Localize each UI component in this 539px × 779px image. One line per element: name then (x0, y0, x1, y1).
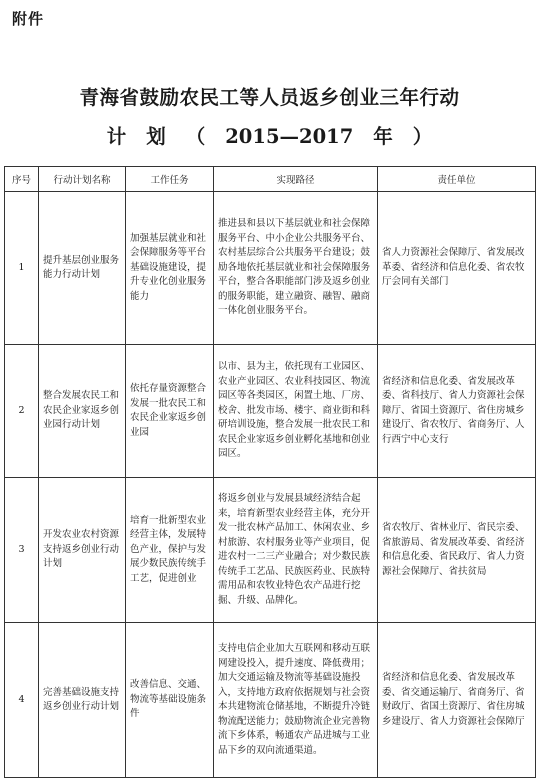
cell-task: 依托存量资源整合发展一批农民工和农民企业家返乡创业园 (126, 345, 214, 478)
cell-path: 支持电信企业加大互联网和移动互联网建设投入，提升速度、降低费用；加大交通运输及物流等基础设施投入，支持地方政府依据规划与社会资本共建物流仓储基地，不断提升冷链物流配送能力；鼓励物流企业完善物流下乡体系，畅通农产品进城与工业品下乡的双向流通渠道。 (214, 623, 378, 778)
cell-seq: 3 (5, 478, 39, 623)
header-seq: 序号 (5, 167, 39, 192)
cell-plan-name: 提升基层创业服务能力行动计划 (39, 192, 126, 345)
title-part: ） (412, 125, 433, 148)
table-row (5, 623, 536, 778)
cell-plan-name: 开发农业农村资源支持返乡创业行动计划 (39, 478, 126, 623)
cell-task: 培育一批新型农业经营主体，发展特色产业，保护与发展少数民族传统手工艺，促进创业 (126, 478, 214, 623)
cell-path: 将返乡创业与发展县域经济结合起来，培育新型农业经营主体，充分开发一批农林产品加工、休闲农业、乡村旅游、农村服务业等产业项目，促进农村一二三产业融合；对少数民族传统手工艺品、民族医药业、民族特需用品和农牧业特色农产品进行挖掘、升级、品牌化。 (214, 478, 378, 623)
header-path: 实现路径 (214, 167, 378, 192)
table-row (5, 345, 536, 478)
title-part: 计 (106, 125, 127, 148)
cell-units: 省经济和信息化委、省发展改革委、省科技厅、省人力资源社会保障厅、省国土资源厅、省住房城乡建设厅、省农牧厅、省商务厅、人行西宁中心支行 (378, 345, 536, 478)
cell-seq: 2 (5, 345, 39, 478)
cell-path: 推进县和县以下基层就业和社会保障服务平台、中小企业公共服务平台、农村基层综合公共服务平台建设；鼓励各地依托基层就业和社会保障服务平台，整合各职能部门涉及返乡创业的服务职能，建立融资、融智、融商一体化创业服务平台。 (214, 192, 378, 345)
header-task: 工作任务 (126, 167, 214, 192)
document-title-line2 (0, 121, 539, 149)
cell-plan-name: 完善基础设施支持返乡创业行动计划 (39, 623, 126, 778)
attachment-label: 附件 (12, 10, 45, 28)
title-part: 年 (373, 125, 393, 148)
action-plan-table (4, 166, 536, 778)
cell-units: 省农牧厅、省林业厅、省民宗委、省旅游局、省发展改革委、省经济和信息化委、省民政厅、省人力资源社会保障厅、省扶贫局 (378, 478, 536, 623)
table-header-row (5, 167, 536, 192)
header-units: 责任单位 (378, 167, 536, 192)
document-title: 青海省鼓励农民工等人员返乡创业三年行动 (79, 86, 460, 109)
cell-units: 省人力资源社会保障厅、省发展改革委、省经济和信息化委、省农牧厅会同有关部门 (378, 192, 536, 345)
cell-plan-name: 整合发展农民工和农民企业家返乡创业园行动计划 (39, 345, 126, 478)
title-part: （ (185, 125, 206, 148)
cell-path: 以市、县为主，依托现有工业园区、农业产业园区、农业科技园区、物流园区等各类园区，闲置土地、厂房、校舍、批发市场、楼宇、商业街和科研培训设施，整合发展一批农民工和农民企业家返乡创业孵化基地和创业园区。 (214, 345, 378, 478)
header-plan-name: 行动计划名称 (39, 167, 126, 192)
cell-task: 改善信息、交通、物流等基础设施条件 (126, 623, 214, 778)
cell-task: 加强基层就业和社会保障服务等平台基础设施建设，提升专业化创业服务能力 (126, 192, 214, 345)
cell-units: 省经济和信息化委、省发展改革委、省交通运输厅、省商务厅、省财政厅、省国土资源厅、省住房城乡建设厅、省人力资源社会保障厅 (378, 623, 536, 778)
title-part: 划 (146, 125, 166, 148)
title-part: 2015—2017 (225, 125, 354, 148)
table-row (5, 192, 536, 345)
cell-seq: 1 (5, 192, 39, 345)
cell-seq: 4 (5, 623, 39, 778)
table-row (5, 478, 536, 623)
